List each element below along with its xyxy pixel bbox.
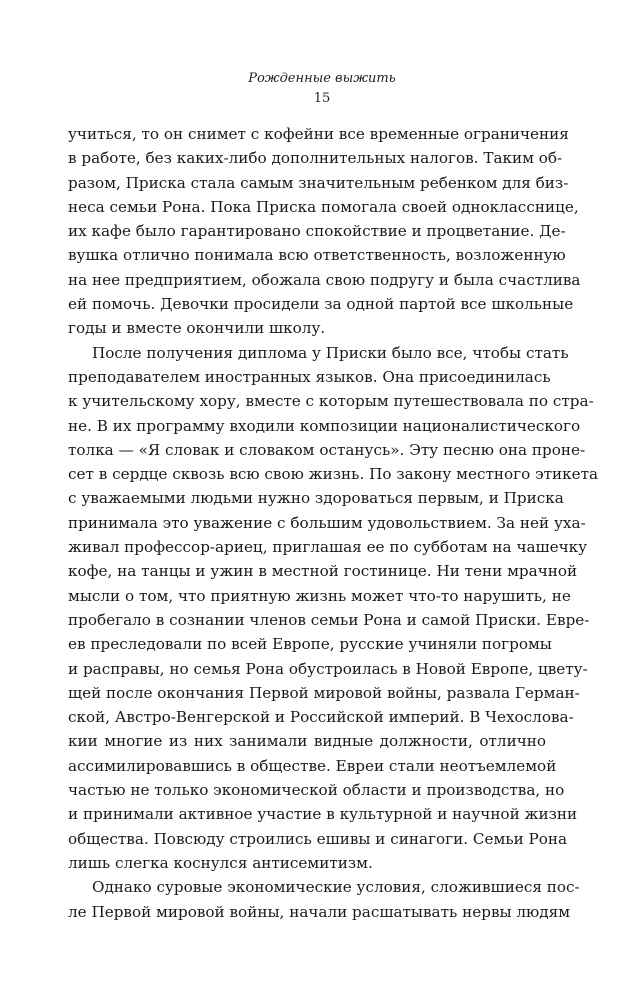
text-line: щей после окончания Первой мировой войны, развала Герман- [68, 683, 580, 702]
text-line: частью не только экономической области и производства, но [68, 781, 565, 800]
text-line: не. В их программу входили композиции националистического [68, 416, 581, 435]
text-line: ской, Австро-Венгерской и Российской империй. В Чехослова- [68, 708, 574, 727]
text-line: лишь слегка коснулся антисемитизм. [68, 853, 373, 872]
text-line: с уважаемыми людьми нужно здороваться первым, и Приска [68, 489, 564, 508]
text-line: толка — «Я словак и словаком останусь». Эту песню она проне- [68, 440, 586, 459]
text-line: сет в сердце сквозь всю свою жизнь. По закону местного этикета [68, 465, 599, 484]
text-line: неса семьи Рона. Пока Приска помогала своей однокласснице, [68, 197, 579, 216]
text-line: ев преследовали по всей Европе, русские учиняли погромы [68, 635, 552, 654]
text-line: кофе, на танцы и ужин в местной гостинице. Ни тени мрачной [68, 562, 578, 581]
text-line: ле Первой мировой войны, начали расшатывать нервы людям [68, 902, 571, 921]
text-line: преподавателем иностранных языков. Она присоединилась [68, 367, 551, 386]
text-line: на нее предприятием, обожала свою подругу и была счастлива [68, 270, 581, 289]
text-line: разом, Приска стала самым значительным ребенком для биз- [68, 173, 569, 192]
text-line: общества. Повсюду строились ешивы и синагоги. Семьи Рона [68, 829, 568, 848]
text-line: Однако суровые экономические условия, сложившиеся пос- [92, 878, 580, 897]
text-line: в работе, без каких-либо дополнительных налогов. Таким об- [68, 149, 563, 168]
text-line: пробегало в сознании членов семьи Рона и самой Приски. Евре- [68, 610, 590, 629]
text-line: ассимилировавшись в обществе. Евреи стали неотъемлемой [68, 756, 557, 775]
text-line: их кафе было гарантировано спокойствие и процветание. Де- [68, 222, 566, 241]
text-line: годы и вместе окончили школу. [68, 319, 326, 338]
text-line: учиться, то он снимет с кофейни все временные ограничения [68, 125, 569, 143]
text-line: принимала это уважение с большим удовольствием. За ней уха- [68, 513, 586, 532]
text-line: и принимали активное участие в культурной и научной жизни [68, 805, 578, 824]
text-line: кии многие из них занимали видные должности, отлично [68, 732, 546, 751]
page-number: 15 [313, 91, 331, 106]
text-line: вушка отлично понимала всю ответственность, возложенную [68, 246, 566, 265]
text-line: ей помочь. Девочки просидели за одной партой все школьные [68, 295, 574, 314]
running-title: Рожденные выжить [248, 71, 396, 86]
text-line: После получения диплома у Приски было все, чтобы стать [92, 343, 569, 362]
body-text [68, 122, 599, 924]
text-line: к учительскому хору, вместе с которым путешествовала по стра- [68, 392, 594, 411]
text-line: живал профессор-ариец, приглашая ее по субботам на чашечку [68, 538, 588, 557]
text-line: мысли о том, что приятную жизнь может что-то нарушить, не [68, 586, 571, 605]
text-line: и расправы, но семья Рона обустроилась в Новой Европе, цвету- [68, 659, 588, 678]
